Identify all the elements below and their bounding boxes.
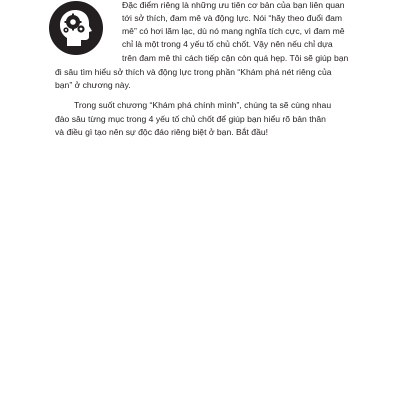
head-with-brain-gears-icon <box>48 0 104 56</box>
text-line: đào sâu từng mục trong 4 yếu tố chủ chốt để giúp bạn hiểu rõ bản thân <box>55 114 326 124</box>
text-line: mê” có hơi lãm lạc, dù nó mang nghĩa tích cực, vì đam mê <box>122 26 345 36</box>
text-line: Trong suốt chương “Khám phá chính mình”, chúng ta sẽ cùng nhau <box>74 100 332 110</box>
text-line: đi sâu tìm hiểu sở thích và động lực trong phần “Khám phá nét riêng của <box>55 67 332 77</box>
text-line: tới sở thích, đam mê và động lực. Nói “hãy theo đuổi đam <box>122 13 343 23</box>
text-line: bạn” ở chương này. <box>55 80 131 90</box>
text-line: Đặc điểm riêng là những ưu tiên cơ bản của bạn liên quan <box>122 0 345 10</box>
text-line: chỉ là một trong 4 yếu tố chủ chốt. Vậy nên nếu chỉ dựa <box>122 39 333 49</box>
text-line: trên đam mê thì cách tiếp cận còn quá hẹp. Tôi sẽ giúp bạn <box>122 53 349 63</box>
text-line: và điều gì tạo nên sự độc đáo riêng biệt ở bạn. Bắt đầu! <box>55 127 269 137</box>
